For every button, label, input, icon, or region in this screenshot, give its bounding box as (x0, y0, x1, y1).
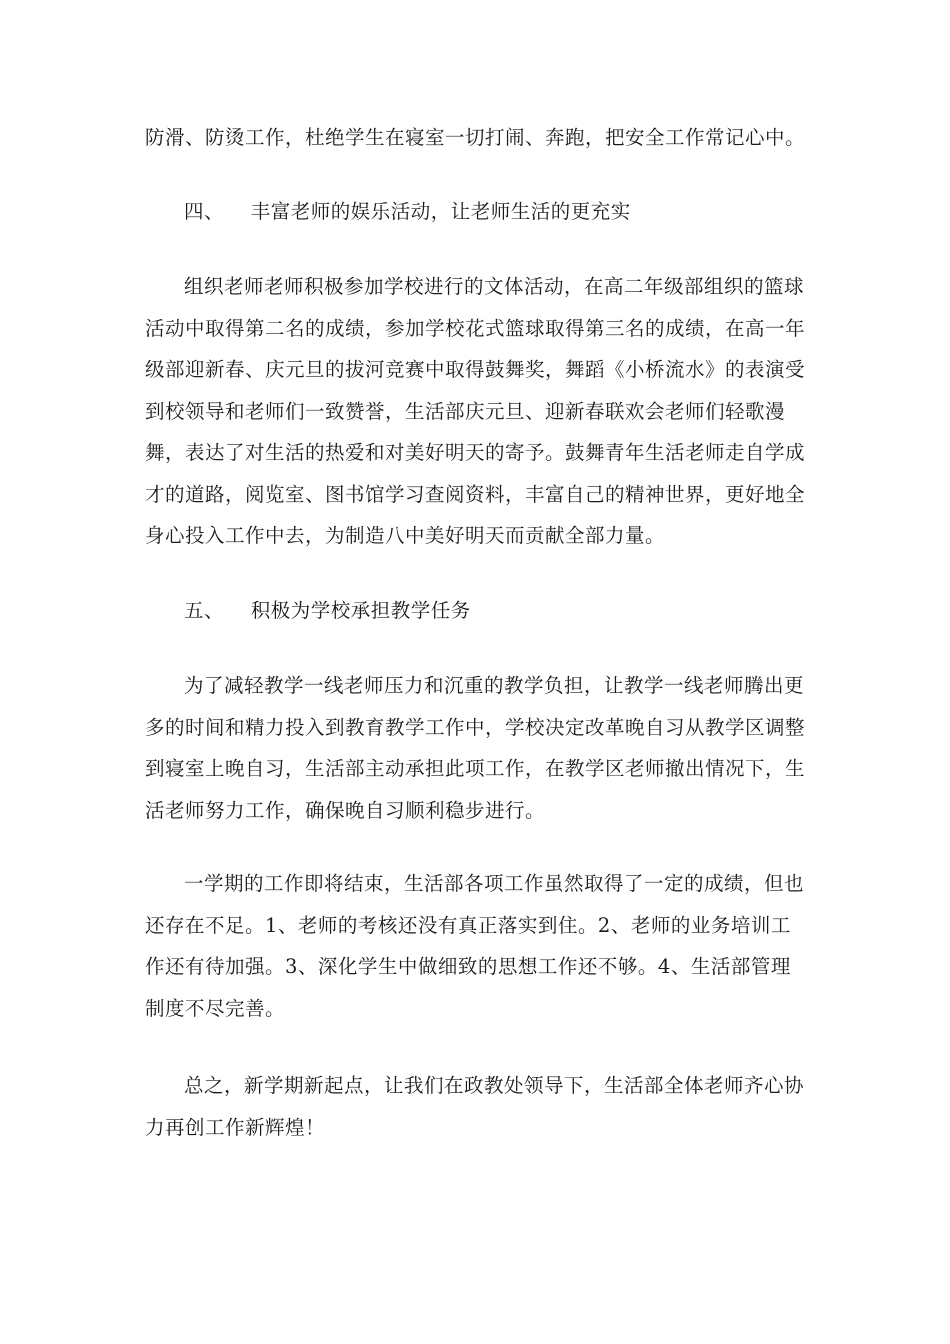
paragraph-shortcomings: 一学期的工作即将结束，生活部各项工作虽然取得了一定的成绩，但也还存在不足。1、老师的考核还没有真正落实到住。2、老师的业务培训工作还有待加强。3、深化学生中做细致的思想工作还不够。4、生活部管理制度不尽完善。 (145, 872, 805, 1020)
paragraph-teaching-tasks: 为了减轻教学一线老师压力和沉重的教学负担，让教学一线老师腾出更多的时间和精力投入到教育教学工作中，学校决定改革晚自习从教学区调整到寝室上晚自习，生活部主动承担此项工作，在教学区老师撤出情况下，生活老师努力工作，确保晚自习顺利稳步进行。 (145, 674, 806, 822)
section-heading-four: 四、 丰富老师的娱乐活动，让老师生活的更充实 (184, 200, 631, 223)
paragraph-safety-continued: 防滑、防烫工作，杜绝学生在寝室一切打闹、奔跑，把安全工作常记心中。 (145, 126, 806, 149)
section-heading-five: 五、 积极为学校承担教学任务 (184, 599, 471, 622)
paragraph-conclusion: 总之，新学期新起点，让我们在政教处领导下，生活部全体老师齐心协力再创工作新辉煌！ (145, 1074, 805, 1139)
paragraph-entertainment-activities: 组织老师老师积极参加学校进行的文体活动，在高二年级部组织的篮球活动中取得第二名的成绩，参加学校花式篮球取得第三名的成绩，在高一年级部迎新春、庆元旦的拔河竞赛中取得鼓舞奖，舞蹈《小桥流水》的表演受到校领导和老师们一致赞誉，生活部庆元旦、迎新春联欢会老师们轻歌漫舞，表达了对生活的热爱和对美好明天的寄予。鼓舞青年生活老师走自学成才的道路，阅览室、图书馆学习查阅资料，丰富自己的精神世界，更好地全身心投入工作中去，为制造八中美好明天而贡献全部力量。 (145, 275, 806, 547)
